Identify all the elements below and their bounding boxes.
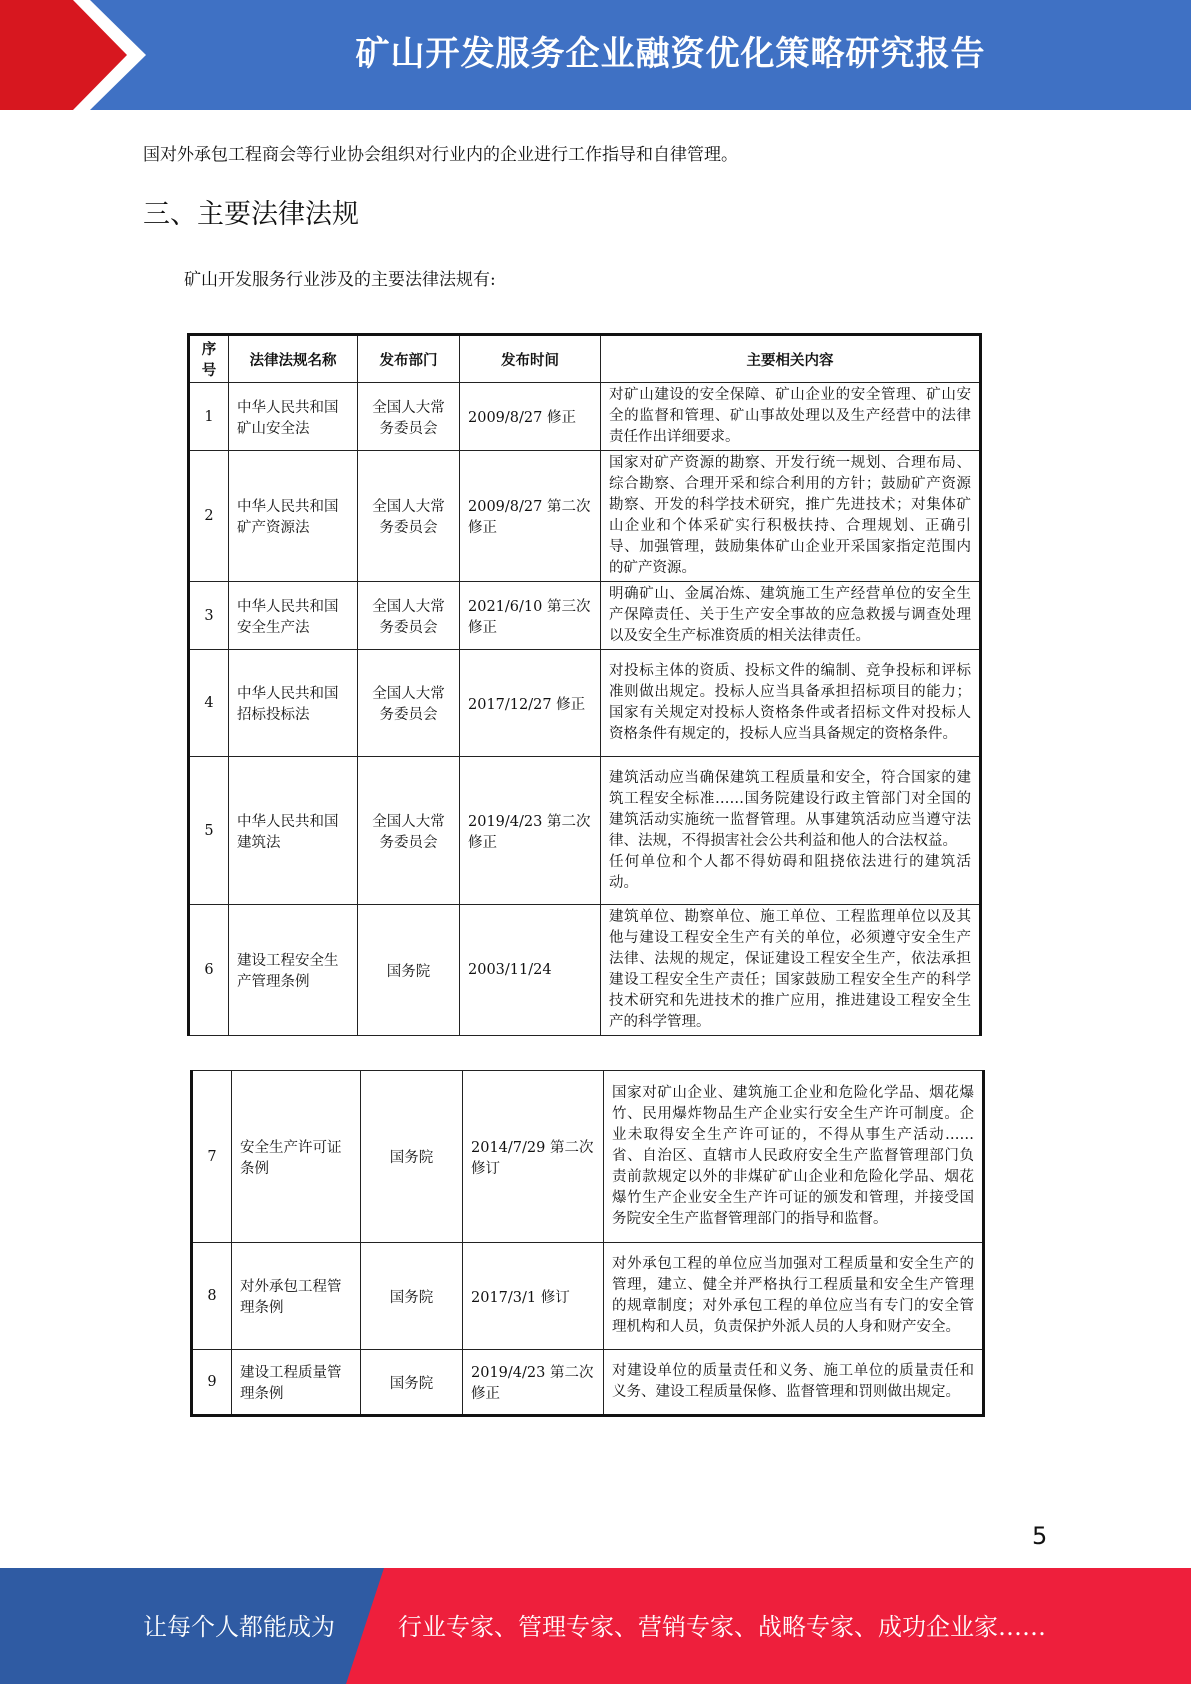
row-content: 建筑活动应当确保建筑工程质量和安全，符合国家的建筑工程安全标准……国务院建设行政主管部门对全国的建筑活动实施统一监督管理。从事建筑活动应当遵守法律、法规，不得损害社会公共利益和他人的合法权益。 任何单位和个人都不得妨碍和阻挠依法进行的建筑活动。	[601, 757, 981, 905]
table-row	[189, 905, 981, 1036]
row-dept: 国务院	[361, 1350, 463, 1416]
row-law-name: 建设工程质量管理条例	[232, 1350, 361, 1416]
row-date: 2019/4/23 第二次修正	[463, 1350, 604, 1416]
row-dept: 全国人大常务委员会	[358, 757, 460, 905]
row-law-name: 中华人民共和国招标投标法	[229, 650, 358, 757]
row-num: 1	[189, 383, 229, 451]
row-dept: 国务院	[358, 905, 460, 1036]
row-dept: 国务院	[361, 1071, 463, 1243]
row-date: 2019/4/23 第二次修正	[460, 757, 601, 905]
header-date: 发布时间	[460, 335, 601, 383]
row-content: 对矿山建设的安全保障、矿山企业的安全管理、矿山安全的监督和管理、矿山事故处理以及生产经营中的法律责任作出详细要求。	[601, 383, 981, 451]
table-row	[189, 383, 981, 451]
table-row	[189, 650, 981, 757]
row-dept: 全国人大常务委员会	[358, 582, 460, 650]
row-num: 2	[189, 451, 229, 582]
laws-table-part1	[187, 333, 982, 1036]
row-content: 明确矿山、金属冶炼、建筑施工生产经营单位的安全生产保障责任、关于生产安全事故的应急救援与调查处理以及安全生产标准资质的相关法律责任。	[601, 582, 981, 650]
row-content: 对外承包工程的单位应当加强对工程质量和安全生产的管理，建立、健全并严格执行工程质量和安全生产管理的规章制度；对外承包工程的单位应当有专门的安全管理机构和人员，负责保护外派人员的人身和财产安全。	[604, 1243, 984, 1350]
table-row	[189, 451, 981, 582]
page-header	[0, 0, 1191, 110]
row-law-name: 中华人民共和国矿山安全法	[229, 383, 358, 451]
header-name: 法律法规名称	[229, 335, 358, 383]
table-row	[189, 582, 981, 650]
row-content: 国家对矿山企业、建筑施工企业和危险化学品、烟花爆竹、民用爆炸物品生产企业实行安全生产许可制度。企业未取得安全生产许可证的，不得从事生产活动……省、自治区、直辖市人民政府安全生产监督管理部门负责前款规定以外的非煤矿矿山企业和危险化学品、烟花爆竹生产企业安全生产许可证的颁发和管理，并接受国务院安全生产监督管理部门的指导和监督。	[604, 1071, 984, 1243]
row-content: 国家对矿产资源的勘察、开发行统一规划、合理布局、综合勘察、合理开采和综合利用的方针；鼓励矿产资源勘察、开发的科学技术研究，推广先进技术；对集体矿山企业和个体采矿实行积极扶持、合理规划、正确引导、加强管理，鼓励集体矿山企业开采国家指定范围内的矿产资源。	[601, 451, 981, 582]
intro-paragraph: 国对外承包工程商会等行业协会组织对行业内的企业进行工作指导和自律管理。	[143, 145, 738, 165]
row-law-name: 中华人民共和国矿产资源法	[229, 451, 358, 582]
footer-slogan-roles: 行业专家、管理专家、营销专家、战略专家、成功企业家……	[398, 1613, 1046, 1641]
row-law-name: 建设工程安全生产管理条例	[229, 905, 358, 1036]
row-date: 2009/8/27 修正	[460, 383, 601, 451]
row-dept: 全国人大常务委员会	[358, 650, 460, 757]
row-content: 建筑单位、勘察单位、施工单位、工程监理单位以及其他与建设工程安全生产有关的单位，必须遵守安全生产法律、法规的规定，保证建设工程安全生产，依法承担建设工程安全生产责任；国家鼓励工程安全生产的科学技术研究和先进技术的推广应用，推进建设工程安全生产的科学管理。	[601, 905, 981, 1036]
lead-paragraph: 矿山开发服务行业涉及的主要法律法规有:	[184, 270, 496, 290]
page-footer	[0, 1568, 1191, 1684]
row-dept: 全国人大常务委员会	[358, 383, 460, 451]
table-row	[189, 757, 981, 905]
table-row	[192, 1071, 984, 1243]
page-number: 5	[1032, 1522, 1048, 1550]
report-title: 矿山开发服务企业融资优化策略研究报告	[355, 34, 986, 74]
row-law-name: 对外承包工程管理条例	[232, 1243, 361, 1350]
row-date: 2021/6/10 第三次修正	[460, 582, 601, 650]
header-content: 主要相关内容	[601, 335, 981, 383]
row-num: 5	[189, 757, 229, 905]
row-num: 3	[189, 582, 229, 650]
row-num: 7	[192, 1071, 232, 1243]
laws-table-part2	[190, 1070, 985, 1417]
row-content: 对建设单位的质量责任和义务、施工单位的质量责任和义务、建设工程质量保修、监督管理和罚则做出规定。	[604, 1350, 984, 1416]
header-dept: 发布部门	[358, 335, 460, 383]
row-law-name: 中华人民共和国安全生产法	[229, 582, 358, 650]
row-num: 6	[189, 905, 229, 1036]
row-date: 2003/11/24	[460, 905, 601, 1036]
row-num: 8	[192, 1243, 232, 1350]
row-num: 4	[189, 650, 229, 757]
row-date: 2009/8/27 第二次修正	[460, 451, 601, 582]
table-header-row	[189, 335, 981, 383]
row-dept: 全国人大常务委员会	[358, 451, 460, 582]
row-law-name: 中华人民共和国建筑法	[229, 757, 358, 905]
row-content: 对投标主体的资质、投标文件的编制、竞争投标和评标准则做出规定。投标人应当具备承担招标项目的能力；国家有关规定对投标人资格条件或者招标文件对投标人资格条件有规定的，投标人应当具备规定的资格条件。	[601, 650, 981, 757]
row-date: 2014/7/29 第二次修订	[463, 1071, 604, 1243]
section-heading: 三、主要法律法规	[143, 199, 359, 230]
row-dept: 国务院	[361, 1243, 463, 1350]
footer-slogan-lead: 让每个人都能成为	[143, 1613, 335, 1641]
row-date: 2017/3/1 修订	[463, 1243, 604, 1350]
table-row	[192, 1350, 984, 1416]
table-row	[192, 1243, 984, 1350]
header-num: 序号	[189, 335, 229, 383]
row-num: 9	[192, 1350, 232, 1416]
row-law-name: 安全生产许可证条例	[232, 1071, 361, 1243]
row-date: 2017/12/27 修正	[460, 650, 601, 757]
header-arrow-decoration	[0, 0, 150, 110]
